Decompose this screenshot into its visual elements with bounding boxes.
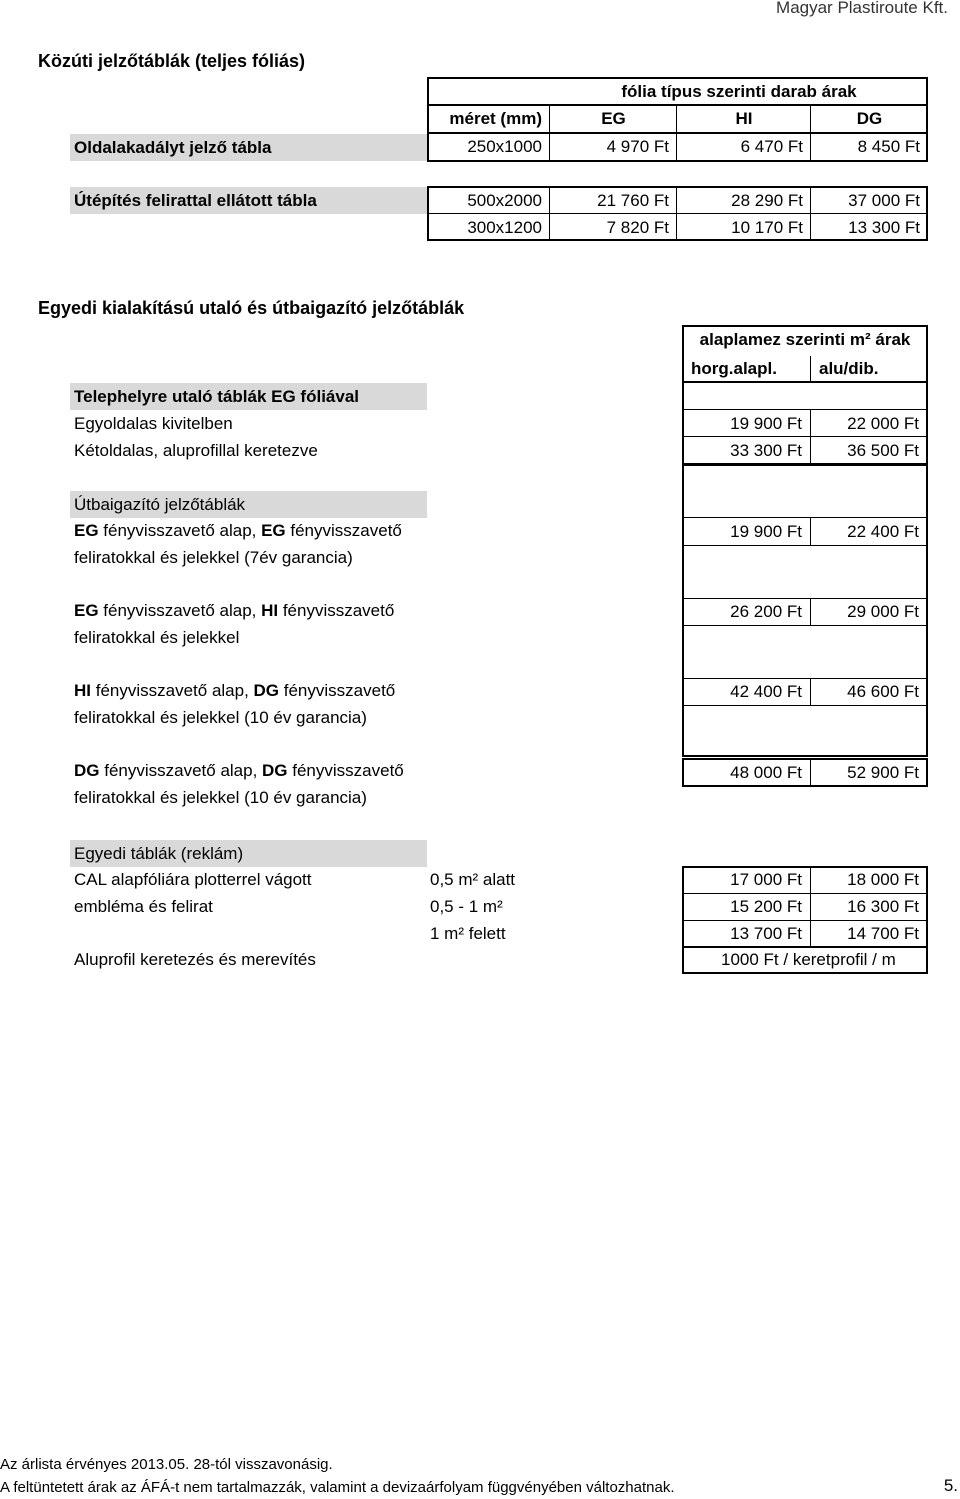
col-horg-alapl: horg.alapl. <box>691 358 777 378</box>
row-label-ketoldalas: Kétoldalas, aluprofillal keretezve <box>74 440 318 460</box>
cell-price-horg: 19 900 Ft <box>730 413 802 433</box>
utbaigazito-item-3-line1: HI fényvisszavető alap, DG fényvisszavető <box>74 681 396 700</box>
reklam-size-2: 0,5 - 1 m² <box>430 897 503 916</box>
cell-price-alu: 22 000 Ft <box>847 413 919 433</box>
section-title-kozuti: Közúti jelzőtáblák (teljes fóliás) <box>38 51 306 71</box>
cell-price-horg: 17 000 Ft <box>730 870 802 889</box>
reklam-label-line1: CAL alapfóliára plotterrel vágott <box>74 870 312 889</box>
company-name: Magyar Plastiroute Kft. <box>776 0 948 17</box>
col-alu-dib: alu/dib. <box>819 358 879 378</box>
cell-price-dg: 8 450 Ft <box>857 137 920 156</box>
group-header-alaplamez: alaplamez szerinti m² árak <box>699 330 911 349</box>
group-header-folia: fólia típus szerinti darab árak <box>621 81 857 101</box>
cell-price-dg: 13 300 Ft <box>848 217 920 237</box>
reklam-size-3: 1 m² felett <box>430 924 506 943</box>
utbaigazito-item-4-line2: feliratokkal és jelekkel (10 év garancia) <box>74 788 367 807</box>
cell-price-alu: 16 300 Ft <box>847 897 919 916</box>
cell-price-hi: 6 470 Ft <box>740 137 803 156</box>
utbaigazito-item-2-line2: feliratokkal és jelekkel <box>74 628 240 647</box>
utbaigazito-item-4-line1: DG fényvisszavető alap, DG fényvisszavető <box>74 761 404 780</box>
cell-price-horg: 15 200 Ft <box>730 897 802 916</box>
cell-price-horg: 48 000 Ft <box>730 762 802 782</box>
cell-price-eg: 7 820 Ft <box>606 217 669 237</box>
cell-price-alu: 29 000 Ft <box>847 602 919 621</box>
cell-price-horg: 26 200 Ft <box>730 602 802 621</box>
cell-price-alu: 52 900 Ft <box>847 762 919 782</box>
cell-price-hi: 28 290 Ft <box>731 190 803 210</box>
aluprofil-label: Aluprofil keretezés és merevítés <box>74 950 316 969</box>
cell-price-horg: 33 300 Ft <box>730 440 802 460</box>
cell-size: 500x2000 <box>467 190 542 210</box>
cell-price-alu: 14 700 Ft <box>847 924 919 943</box>
reklam-size-1: 0,5 m² alatt <box>430 870 516 889</box>
cell-price-eg: 4 970 Ft <box>606 137 669 156</box>
subsection-utbaigazito: Útbaigazító jelzőtáblák <box>74 494 246 514</box>
cell-price-horg: 13 700 Ft <box>730 924 802 943</box>
cell-price-alu: 46 600 Ft <box>847 682 919 701</box>
row-label-utepites: Útépítés felirattal ellátott tábla <box>74 190 317 210</box>
footer-validity: Az árlista érvényes 2013.05. 28-tól visszavonásig. <box>0 1456 333 1473</box>
utbaigazito-item-1-line2: feliratokkal és jelekkel (7év garancia) <box>74 548 353 567</box>
cell-price-hi: 10 170 Ft <box>731 217 803 237</box>
reklam-label-line2: embléma és felirat <box>74 897 213 916</box>
cell-price-horg: 42 400 Ft <box>730 682 802 701</box>
col-eg: EG <box>601 109 626 128</box>
utbaigazito-item-2-line1: EG fényvisszavető alap, HI fényvisszavető <box>74 601 395 620</box>
page-number: 5. <box>943 1476 958 1495</box>
cell-price-eg: 21 760 Ft <box>597 190 669 210</box>
col-meret: méret (mm) <box>449 109 542 128</box>
footer-vat-note: A feltüntetett árak az ÁFÁ-t nem tartalmazzák, valamint a devizaárfolyam függvényében változhatnak. <box>0 1479 675 1496</box>
row-label-egyoldalas: Egyoldalas kivitelben <box>74 413 233 433</box>
cell-price-alu: 22 400 Ft <box>847 521 919 541</box>
col-hi: HI <box>735 109 753 128</box>
section-title-egyedi: Egyedi kialakítású utaló és útbaigazító jelzőtáblák <box>38 298 465 318</box>
cell-price-horg: 19 900 Ft <box>730 521 802 541</box>
cell-size: 250x1000 <box>467 137 542 156</box>
subsection-telephely: Telephelyre utaló táblák EG fóliával <box>74 386 359 406</box>
utbaigazito-item-1-line1: EG fényvisszavető alap, EG fényvisszavető <box>74 521 402 540</box>
subsection-reklam: Egyedi táblák (reklám) <box>74 843 244 863</box>
utbaigazito-item-3-line2: feliratokkal és jelekkel (10 év garancia) <box>74 708 367 727</box>
cell-price-dg: 37 000 Ft <box>848 190 920 210</box>
row-label-oldalakadaly: Oldalakadályt jelző tábla <box>74 137 272 157</box>
col-dg: DG <box>856 109 883 128</box>
cell-price-alu: 36 500 Ft <box>847 440 919 460</box>
cell-size: 300x1200 <box>467 217 542 237</box>
cell-price-alu: 18 000 Ft <box>847 870 919 889</box>
aluprofil-value: 1000 Ft / keretprofil / m <box>721 950 896 969</box>
